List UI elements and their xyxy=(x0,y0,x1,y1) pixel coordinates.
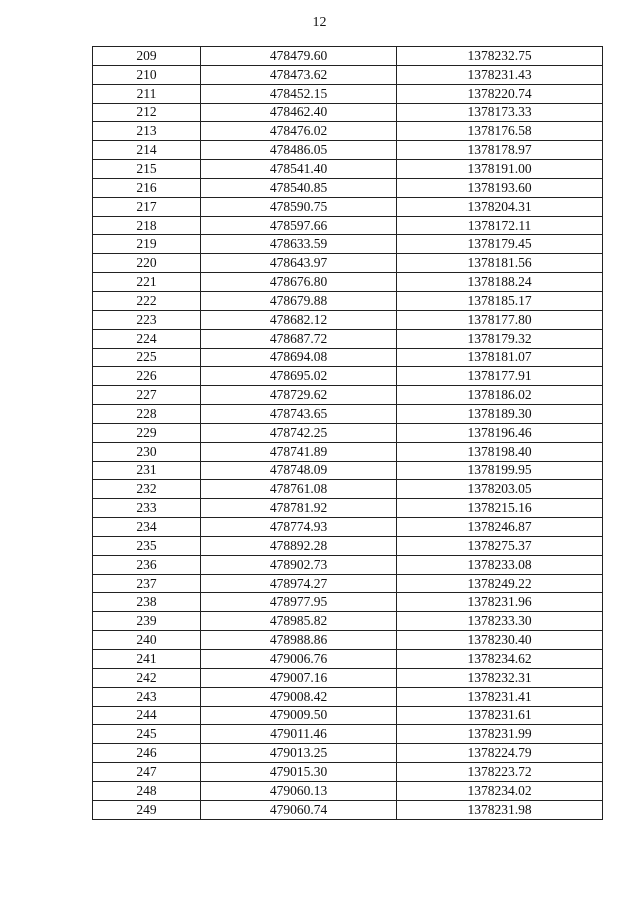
coordinates-table xyxy=(92,46,603,820)
x-coordinate-cell: 479060.74 xyxy=(201,800,397,819)
point-number-cell: 248 xyxy=(93,781,201,800)
table-row xyxy=(93,668,603,687)
point-number-cell: 214 xyxy=(93,141,201,160)
y-coordinate-cell: 1378193.60 xyxy=(397,178,603,197)
x-coordinate-cell: 478694.08 xyxy=(201,348,397,367)
table-row xyxy=(93,423,603,442)
x-coordinate-cell: 478761.08 xyxy=(201,480,397,499)
x-coordinate-cell: 478479.60 xyxy=(201,47,397,66)
y-coordinate-cell: 1378203.05 xyxy=(397,480,603,499)
table-row xyxy=(93,329,603,348)
table-row xyxy=(93,178,603,197)
point-number-cell: 213 xyxy=(93,122,201,141)
point-number-cell: 222 xyxy=(93,291,201,310)
table-row xyxy=(93,47,603,66)
y-coordinate-cell: 1378196.46 xyxy=(397,423,603,442)
table-row xyxy=(93,348,603,367)
table-row xyxy=(93,216,603,235)
table-row xyxy=(93,141,603,160)
x-coordinate-cell: 478590.75 xyxy=(201,197,397,216)
point-number-cell: 241 xyxy=(93,650,201,669)
y-coordinate-cell: 1378181.56 xyxy=(397,254,603,273)
point-number-cell: 232 xyxy=(93,480,201,499)
x-coordinate-cell: 478476.02 xyxy=(201,122,397,141)
y-coordinate-cell: 1378231.41 xyxy=(397,687,603,706)
table-row xyxy=(93,65,603,84)
x-coordinate-cell: 479007.16 xyxy=(201,668,397,687)
y-coordinate-cell: 1378231.61 xyxy=(397,706,603,725)
y-coordinate-cell: 1378188.24 xyxy=(397,273,603,292)
table-row xyxy=(93,310,603,329)
y-coordinate-cell: 1378198.40 xyxy=(397,442,603,461)
x-coordinate-cell: 478974.27 xyxy=(201,574,397,593)
table-row xyxy=(93,536,603,555)
y-coordinate-cell: 1378173.33 xyxy=(397,103,603,122)
page-number: 12 xyxy=(312,15,327,30)
x-coordinate-cell: 478682.12 xyxy=(201,310,397,329)
point-number-cell: 246 xyxy=(93,744,201,763)
table-row xyxy=(93,461,603,480)
table-row xyxy=(93,763,603,782)
y-coordinate-cell: 1378172.11 xyxy=(397,216,603,235)
table-row xyxy=(93,687,603,706)
y-coordinate-cell: 1378231.96 xyxy=(397,593,603,612)
y-coordinate-cell: 1378232.75 xyxy=(397,47,603,66)
point-number-cell: 229 xyxy=(93,423,201,442)
table-row xyxy=(93,744,603,763)
y-coordinate-cell: 1378179.45 xyxy=(397,235,603,254)
table-row xyxy=(93,725,603,744)
point-number-cell: 209 xyxy=(93,47,201,66)
point-number-cell: 244 xyxy=(93,706,201,725)
y-coordinate-cell: 1378220.74 xyxy=(397,84,603,103)
y-coordinate-cell: 1378224.79 xyxy=(397,744,603,763)
point-number-cell: 228 xyxy=(93,405,201,424)
x-coordinate-cell: 478597.66 xyxy=(201,216,397,235)
table-row xyxy=(93,84,603,103)
point-number-cell: 217 xyxy=(93,197,201,216)
table-row xyxy=(93,631,603,650)
x-coordinate-cell: 478781.92 xyxy=(201,499,397,518)
point-number-cell: 234 xyxy=(93,518,201,537)
x-coordinate-cell: 478742.25 xyxy=(201,423,397,442)
table-row xyxy=(93,273,603,292)
table-row xyxy=(93,593,603,612)
y-coordinate-cell: 1378176.58 xyxy=(397,122,603,141)
y-coordinate-cell: 1378233.08 xyxy=(397,555,603,574)
table-row xyxy=(93,367,603,386)
x-coordinate-cell: 478695.02 xyxy=(201,367,397,386)
x-coordinate-cell: 478687.72 xyxy=(201,329,397,348)
x-coordinate-cell: 479060.13 xyxy=(201,781,397,800)
y-coordinate-cell: 1378249.22 xyxy=(397,574,603,593)
point-number-cell: 212 xyxy=(93,103,201,122)
point-number-cell: 243 xyxy=(93,687,201,706)
x-coordinate-cell: 478462.40 xyxy=(201,103,397,122)
x-coordinate-cell: 478541.40 xyxy=(201,160,397,179)
table-row xyxy=(93,160,603,179)
x-coordinate-cell: 479013.25 xyxy=(201,744,397,763)
coordinates-table-body xyxy=(93,47,603,820)
table-row xyxy=(93,574,603,593)
y-coordinate-cell: 1378231.98 xyxy=(397,800,603,819)
table-row xyxy=(93,291,603,310)
table-row xyxy=(93,103,603,122)
x-coordinate-cell: 478902.73 xyxy=(201,555,397,574)
y-coordinate-cell: 1378275.37 xyxy=(397,536,603,555)
y-coordinate-cell: 1378177.91 xyxy=(397,367,603,386)
y-coordinate-cell: 1378233.30 xyxy=(397,612,603,631)
x-coordinate-cell: 478633.59 xyxy=(201,235,397,254)
point-number-cell: 227 xyxy=(93,386,201,405)
table-row xyxy=(93,235,603,254)
table-row xyxy=(93,555,603,574)
point-number-cell: 223 xyxy=(93,310,201,329)
y-coordinate-cell: 1378215.16 xyxy=(397,499,603,518)
table-row xyxy=(93,800,603,819)
table-row xyxy=(93,386,603,405)
point-number-cell: 247 xyxy=(93,763,201,782)
y-coordinate-cell: 1378231.43 xyxy=(397,65,603,84)
y-coordinate-cell: 1378189.30 xyxy=(397,405,603,424)
y-coordinate-cell: 1378230.40 xyxy=(397,631,603,650)
x-coordinate-cell: 478452.15 xyxy=(201,84,397,103)
x-coordinate-cell: 478486.05 xyxy=(201,141,397,160)
table-row xyxy=(93,480,603,499)
point-number-cell: 226 xyxy=(93,367,201,386)
table-row xyxy=(93,499,603,518)
x-coordinate-cell: 479015.30 xyxy=(201,763,397,782)
x-coordinate-cell: 478743.65 xyxy=(201,405,397,424)
point-number-cell: 235 xyxy=(93,536,201,555)
table-row xyxy=(93,442,603,461)
table-row xyxy=(93,706,603,725)
x-coordinate-cell: 478473.62 xyxy=(201,65,397,84)
point-number-cell: 238 xyxy=(93,593,201,612)
x-coordinate-cell: 478985.82 xyxy=(201,612,397,631)
x-coordinate-cell: 478729.62 xyxy=(201,386,397,405)
y-coordinate-cell: 1378177.80 xyxy=(397,310,603,329)
point-number-cell: 233 xyxy=(93,499,201,518)
table-row xyxy=(93,122,603,141)
x-coordinate-cell: 478643.97 xyxy=(201,254,397,273)
point-number-cell: 237 xyxy=(93,574,201,593)
x-coordinate-cell: 479006.76 xyxy=(201,650,397,669)
x-coordinate-cell: 478774.93 xyxy=(201,518,397,537)
point-number-cell: 242 xyxy=(93,668,201,687)
point-number-cell: 210 xyxy=(93,65,201,84)
point-number-cell: 225 xyxy=(93,348,201,367)
y-coordinate-cell: 1378246.87 xyxy=(397,518,603,537)
x-coordinate-cell: 478748.09 xyxy=(201,461,397,480)
y-coordinate-cell: 1378178.97 xyxy=(397,141,603,160)
y-coordinate-cell: 1378199.95 xyxy=(397,461,603,480)
point-number-cell: 249 xyxy=(93,800,201,819)
x-coordinate-cell: 479009.50 xyxy=(201,706,397,725)
x-coordinate-cell: 478977.95 xyxy=(201,593,397,612)
point-number-cell: 215 xyxy=(93,160,201,179)
x-coordinate-cell: 478892.28 xyxy=(201,536,397,555)
y-coordinate-cell: 1378223.72 xyxy=(397,763,603,782)
x-coordinate-cell: 478741.89 xyxy=(201,442,397,461)
y-coordinate-cell: 1378185.17 xyxy=(397,291,603,310)
y-coordinate-cell: 1378186.02 xyxy=(397,386,603,405)
y-coordinate-cell: 1378231.99 xyxy=(397,725,603,744)
point-number-cell: 218 xyxy=(93,216,201,235)
table-row xyxy=(93,518,603,537)
x-coordinate-cell: 478540.85 xyxy=(201,178,397,197)
table-row xyxy=(93,781,603,800)
x-coordinate-cell: 478988.86 xyxy=(201,631,397,650)
y-coordinate-cell: 1378204.31 xyxy=(397,197,603,216)
table-row xyxy=(93,612,603,631)
table-row xyxy=(93,650,603,669)
x-coordinate-cell: 479008.42 xyxy=(201,687,397,706)
y-coordinate-cell: 1378232.31 xyxy=(397,668,603,687)
point-number-cell: 224 xyxy=(93,329,201,348)
point-number-cell: 239 xyxy=(93,612,201,631)
point-number-cell: 240 xyxy=(93,631,201,650)
point-number-cell: 216 xyxy=(93,178,201,197)
point-number-cell: 211 xyxy=(93,84,201,103)
table-row xyxy=(93,197,603,216)
table-row xyxy=(93,254,603,273)
y-coordinate-cell: 1378234.62 xyxy=(397,650,603,669)
point-number-cell: 236 xyxy=(93,555,201,574)
point-number-cell: 245 xyxy=(93,725,201,744)
x-coordinate-cell: 478676.80 xyxy=(201,273,397,292)
y-coordinate-cell: 1378181.07 xyxy=(397,348,603,367)
point-number-cell: 221 xyxy=(93,273,201,292)
point-number-cell: 219 xyxy=(93,235,201,254)
y-coordinate-cell: 1378191.00 xyxy=(397,160,603,179)
y-coordinate-cell: 1378179.32 xyxy=(397,329,603,348)
point-number-cell: 230 xyxy=(93,442,201,461)
point-number-cell: 220 xyxy=(93,254,201,273)
table-row xyxy=(93,405,603,424)
x-coordinate-cell: 478679.88 xyxy=(201,291,397,310)
y-coordinate-cell: 1378234.02 xyxy=(397,781,603,800)
point-number-cell: 231 xyxy=(93,461,201,480)
x-coordinate-cell: 479011.46 xyxy=(201,725,397,744)
